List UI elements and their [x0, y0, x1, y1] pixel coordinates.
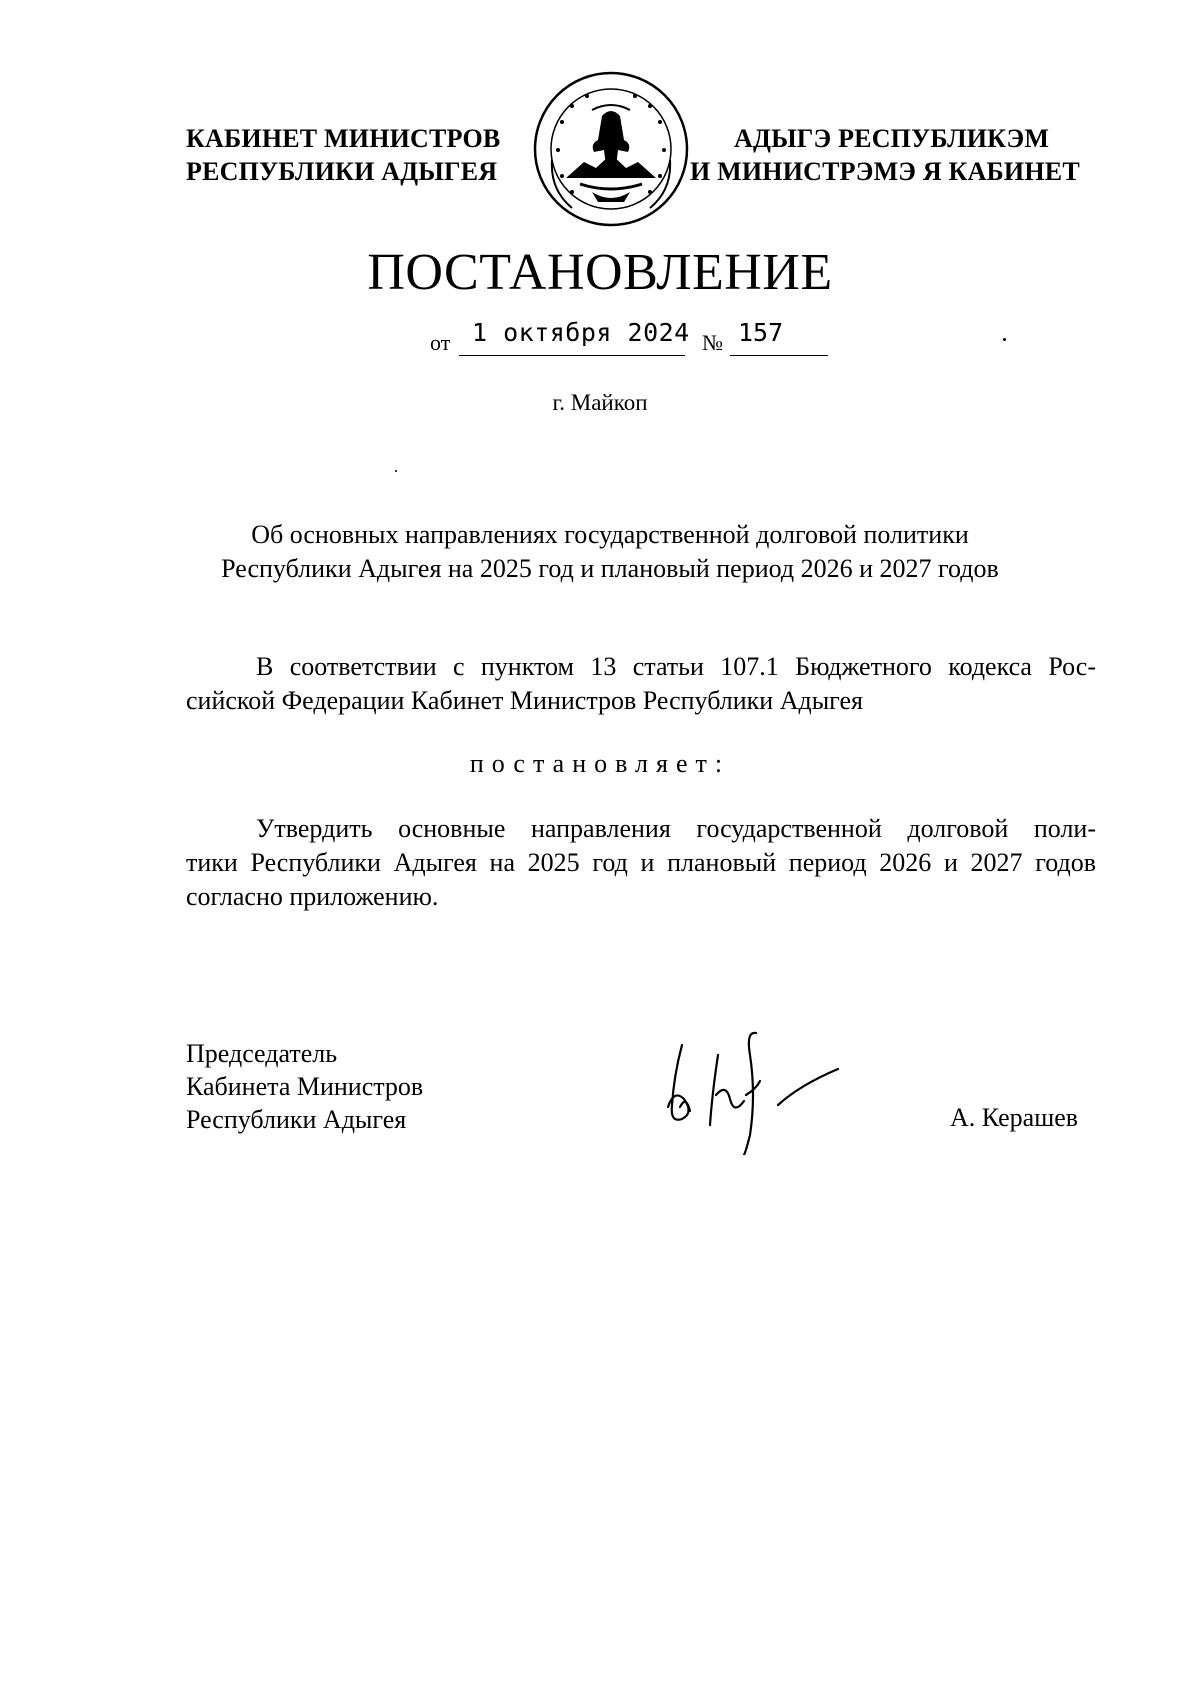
signer-name: А. Керашев — [950, 1103, 1079, 1132]
document-date: 1 октября 2024 — [472, 318, 690, 347]
document-type-heading: ПОСТАНОВЛЕНИЕ — [367, 244, 833, 301]
issuer-line-2: РЕСПУБЛИКИ АДЫГЕЯ — [186, 157, 498, 186]
issuer-adyghe-line-1: АДЫГЭ РЕСПУБЛИКЭМ — [734, 124, 1050, 153]
title-line-1: Об основных направлениях государственной долговой политики — [251, 520, 969, 549]
preamble-line-1: В соответствии с пунктом 13 статьи 107.1 Бюджетного кодекса Рос- — [256, 652, 1096, 681]
preamble-line-2: сийской Федерации Кабинет Министров Республики Адыгея — [186, 686, 864, 715]
date-underline — [459, 355, 685, 356]
issuer-name-russian — [186, 122, 516, 188]
issuer-adyghe-line-2: И МИНИСТРЭМЭ Я КАБИНЕТ — [690, 157, 1080, 186]
preamble-paragraph — [186, 650, 1096, 718]
number-prefix: № — [702, 330, 723, 355]
scan-speck — [395, 470, 397, 472]
date-number-row — [0, 318, 1200, 362]
resolution-line-3: согласно приложению. — [186, 882, 439, 911]
document-title — [150, 518, 1070, 586]
signer-position — [186, 1037, 423, 1136]
resolution-line-2: тики Республики Адыгея на 2025 год и плановый период 2026 и 2027 годов — [186, 848, 1096, 877]
scan-speck — [1003, 338, 1006, 341]
resolution-paragraph — [186, 812, 1096, 914]
issuer-line-1: КАБИНЕТ МИНИСТРОВ — [186, 124, 501, 153]
document-number: 157 — [738, 318, 784, 347]
handwritten-signature — [660, 1015, 875, 1155]
position-line-2: Кабинета Министров — [186, 1072, 424, 1101]
issuer-name-adyghe — [690, 122, 1110, 188]
coat-of-arms-icon — [532, 70, 690, 228]
resolution-line-1: Утвердить основные направления государственной долговой поли- — [256, 814, 1096, 843]
position-line-1: Председатель — [186, 1039, 338, 1068]
position-line-3: Республики Адыгея — [186, 1105, 407, 1134]
date-prefix: от — [430, 330, 451, 355]
decree-word: постановляет: — [469, 749, 731, 778]
issue-city: г. Майкоп — [552, 390, 648, 415]
number-underline — [730, 355, 828, 356]
title-line-2: Республики Адыгея на 2025 год и плановый период 2026 и 2027 годов — [221, 554, 999, 583]
